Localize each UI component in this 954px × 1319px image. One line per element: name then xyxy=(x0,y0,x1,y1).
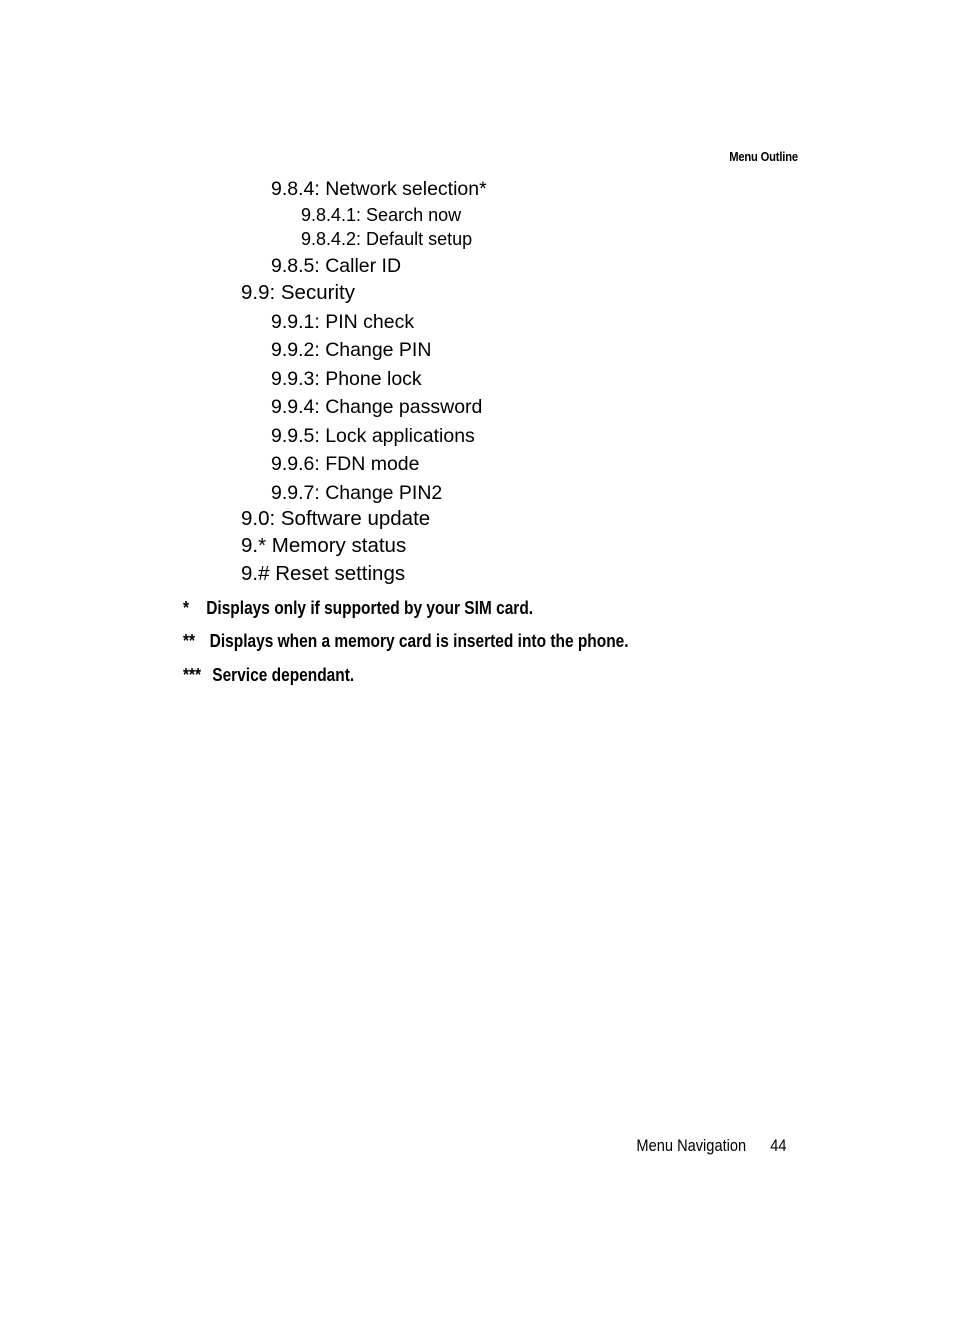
footnote-memory-card xyxy=(183,632,629,650)
outline-item-security: 9.9: Security xyxy=(241,281,355,304)
page-header-title: Menu Outline xyxy=(729,149,798,164)
page-footer xyxy=(636,1137,786,1154)
outline-item-change-pin2: 9.9.7: Change PIN2 xyxy=(271,482,443,504)
outline-item-lock-applications: 9.9.5: Lock applications xyxy=(271,425,475,447)
outline-item-change-pin: 9.9.2: Change PIN xyxy=(271,339,432,361)
outline-item-default-setup: 9.8.4.2: Default setup xyxy=(301,229,473,249)
outline-item-memory-status: 9.* Memory status xyxy=(241,534,407,557)
footnote-mark: * xyxy=(183,598,190,618)
page-number: 44 xyxy=(769,1136,786,1155)
footnote-text: Displays when a memory card is inserted into the phone. xyxy=(209,631,629,651)
outline-item-fdn-mode: 9.9.6: FDN mode xyxy=(271,453,420,475)
footnote-mark: *** xyxy=(183,665,202,685)
outline-item-caller-id: 9.8.5: Caller ID xyxy=(271,255,402,277)
outline-item-phone-lock: 9.9.3: Phone lock xyxy=(271,368,422,390)
footer-section-name: Menu Navigation xyxy=(635,1136,746,1155)
outline-item-change-password: 9.9.4: Change password xyxy=(271,396,483,418)
outline-item-pin-check: 9.9.1: PIN check xyxy=(271,311,415,333)
outline-item-software-update: 9.0: Software update xyxy=(241,507,431,530)
outline-item-reset-settings: 9.# Reset settings xyxy=(241,562,406,585)
outline-item-network-selection: 9.8.4: Network selection* xyxy=(271,178,487,200)
footnote-mark: ** xyxy=(183,631,196,651)
footnote-sim-card xyxy=(183,599,533,617)
footnote-text: Service dependant. xyxy=(212,665,355,685)
footnote-service-dependant xyxy=(183,666,354,684)
footnote-text: Displays only if supported by your SIM card. xyxy=(206,598,534,618)
outline-item-search-now: 9.8.4.1: Search now xyxy=(301,205,462,225)
